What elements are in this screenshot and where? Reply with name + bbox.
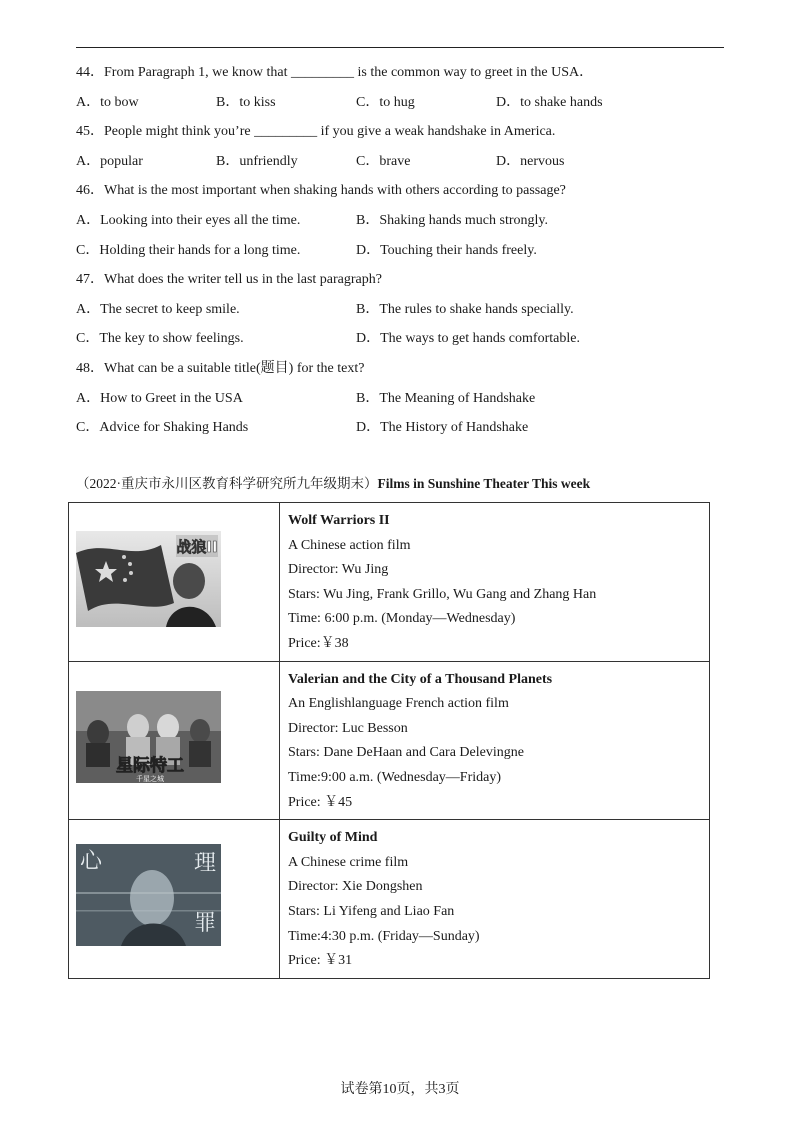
table-row — [69, 661, 710, 820]
header-rule — [76, 47, 724, 48]
film-stars: Stars: Wu Jing, Frank Grillo, Wu Gang and Zhang Han — [288, 586, 597, 602]
poster-image — [76, 691, 221, 783]
film-title: Valerian and the City of a Thousand Planets — [288, 671, 553, 687]
option-c: C．Advice for Shaking Hands — [76, 420, 249, 436]
option-b: B．unfriendly — [216, 153, 298, 169]
question-stem: 46．What is the most important when shaking hands with others according to passage? — [76, 183, 566, 199]
poster-image — [76, 531, 221, 627]
film-genre: An Englishlanguage French action film — [288, 696, 509, 712]
film-info — [280, 503, 710, 662]
film-genre: A Chinese crime film — [288, 854, 409, 870]
option-d: D．to shake hands — [496, 94, 603, 110]
poster-char: 心 — [80, 849, 103, 875]
film-price: Price:￥38 — [288, 635, 349, 651]
option-row — [76, 328, 726, 358]
question-stem: 44．From Paragraph 1, we know that _________ is the common way to greet in the USA． — [76, 65, 594, 80]
poster-char: 理 — [194, 851, 217, 877]
film-genre: A Chinese action film — [288, 537, 411, 553]
option-a: A．to bow — [76, 94, 139, 110]
option-b: B．to kiss — [216, 94, 276, 110]
option-c: C．The key to show feelings. — [76, 331, 244, 347]
option-d: D．The History of Handshake — [356, 420, 529, 436]
film-info — [280, 820, 710, 979]
film-title: Wolf Warriors II — [288, 513, 390, 528]
film-stars: Stars: Dane DeHaan and Cara Delevingne — [288, 745, 524, 761]
poster-title: 战狼II — [176, 538, 218, 556]
option-d: D．The ways to get hands comfortable. — [356, 331, 580, 347]
questions-section — [76, 62, 726, 447]
option-row — [76, 210, 726, 240]
films-table — [68, 502, 710, 979]
option-d: D．nervous — [496, 153, 565, 169]
option-c: C．brave — [356, 153, 411, 169]
poster-cell — [69, 820, 280, 979]
poster-cell — [69, 661, 280, 820]
option-b: B．The Meaning of Handshake — [356, 390, 536, 406]
option-row — [76, 151, 726, 181]
option-a: A．The secret to keep smile. — [76, 301, 240, 317]
section-title: Films in Sunshine Theater This week — [377, 476, 591, 491]
poster-title: 星际特工 — [116, 755, 184, 776]
option-d: D．Touching their hands freely. — [356, 242, 537, 258]
option-row — [76, 299, 726, 329]
option-c: C．Holding their hands for a long time. — [76, 242, 301, 258]
films-section-header — [76, 474, 726, 494]
film-director: Director: Wu Jing — [288, 562, 389, 578]
poster-char: 罪 — [194, 911, 217, 937]
option-c: C．to hug — [356, 94, 415, 110]
film-director: Director: Xie Dongshen — [288, 879, 423, 895]
question-stem: 47．What does the writer tell us in the last paragraph? — [76, 272, 382, 288]
film-director: Director: Luc Besson — [288, 720, 408, 736]
option-b: B．The rules to shake hands specially. — [356, 301, 574, 317]
option-row — [76, 388, 726, 418]
table-row — [69, 820, 710, 979]
option-a: A．popular — [76, 153, 143, 169]
option-b: B．Shaking hands much strongly. — [356, 212, 548, 228]
option-row — [76, 417, 726, 447]
option-row — [76, 240, 726, 270]
film-price: Price: ￥45 — [288, 794, 353, 810]
poster-cell — [69, 503, 280, 662]
film-info — [280, 661, 710, 820]
poster-image — [76, 844, 221, 946]
option-row — [76, 92, 726, 122]
film-time: Time:4:30 p.m. (Friday—Sunday) — [288, 928, 480, 944]
option-a: A．Looking into their eyes all the time. — [76, 212, 301, 228]
poster-subtitle: 千星之城 — [136, 774, 164, 783]
question-stem: 45．People might think you’re _________ if you give a weak handshake in America. — [76, 124, 556, 140]
page-footer: 试卷第10页，共3页 — [340, 1082, 460, 1097]
film-time: Time:9:00 a.m. (Wednesday—Friday) — [288, 769, 501, 785]
question-stem: 48．What can be a suitable title(题目) for the text? — [76, 360, 365, 376]
option-a: A．How to Greet in the USA — [76, 390, 243, 406]
film-stars: Stars: Li Yifeng and Liao Fan — [288, 903, 455, 919]
film-price: Price: ￥31 — [288, 953, 353, 969]
film-title: Guilty of Mind — [288, 830, 378, 846]
table-row — [69, 503, 710, 662]
film-time: Time: 6:00 p.m. (Monday—Wednesday) — [288, 611, 516, 627]
source-note: （2022·重庆市永川区教育科学研究所九年级期末） — [76, 476, 378, 491]
